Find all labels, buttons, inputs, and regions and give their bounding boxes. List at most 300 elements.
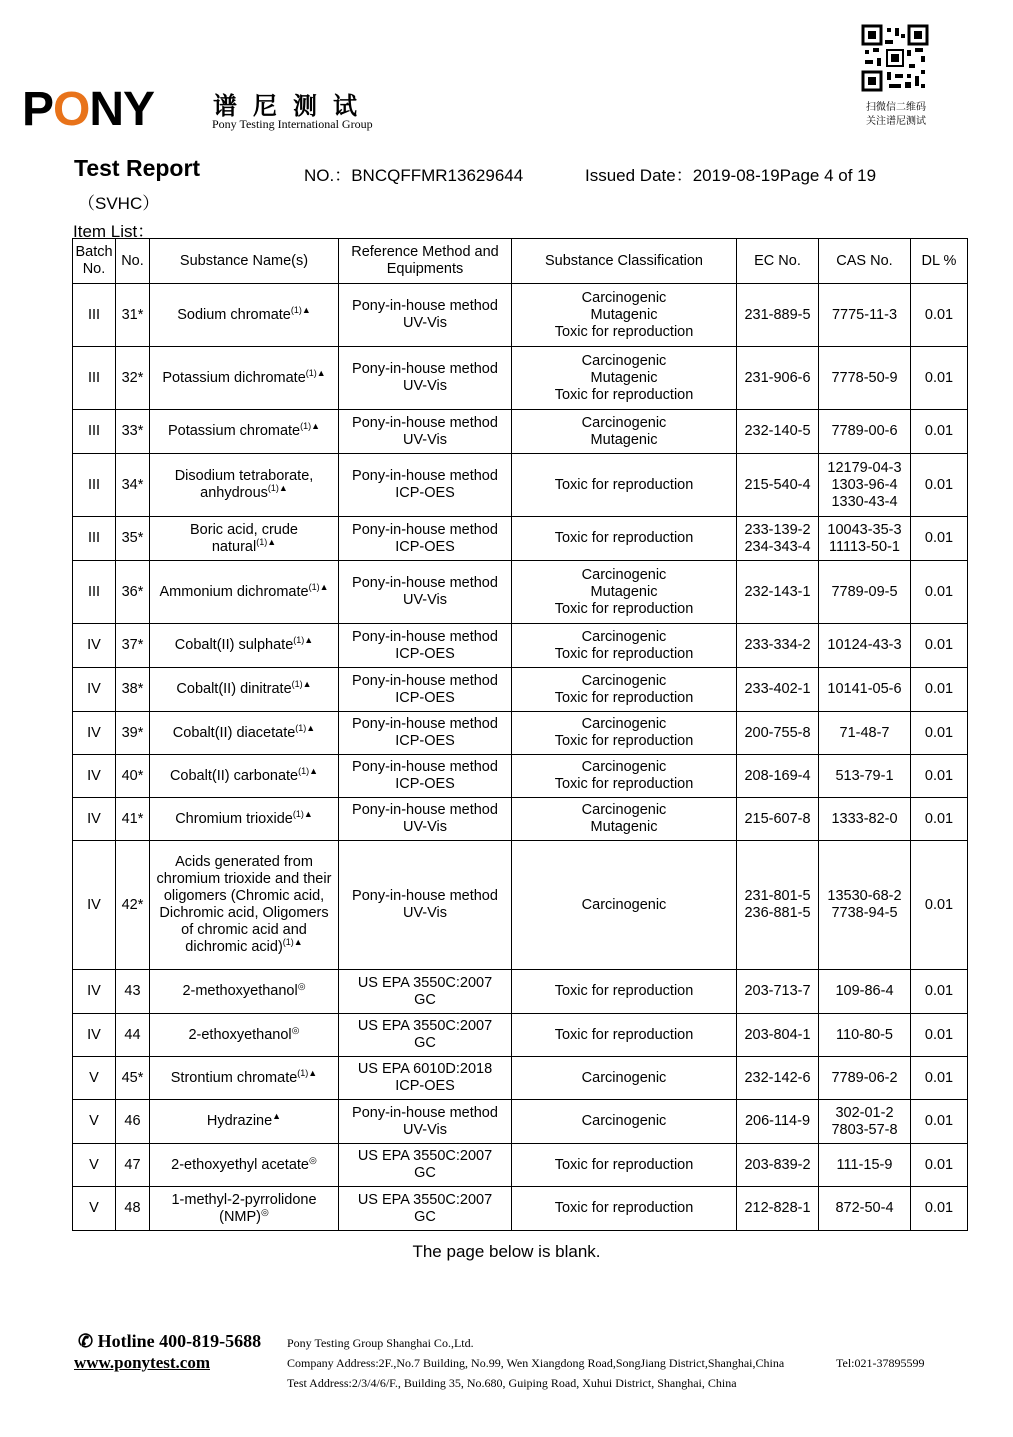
footnote-mark: (1)▲ xyxy=(297,1067,318,1078)
substance-cell-line: of chromic acid and xyxy=(181,922,307,938)
method-cell-line: Pony-in-house method xyxy=(352,802,498,818)
method-cell-line: GC xyxy=(414,1208,436,1225)
method-cell-line: US EPA 3550C:2007 xyxy=(357,1148,493,1164)
ec-cell-line: 231-889-5 xyxy=(744,306,811,323)
no-cell-value: 37* xyxy=(121,637,144,653)
method-cell-line: GC xyxy=(414,991,436,1008)
dl-cell-value: 0.01 xyxy=(924,681,954,697)
method-cell-line: Pony-in-house method xyxy=(352,414,498,431)
substance-cell-line: Acids generated from xyxy=(175,854,313,870)
classification-cell-line: Carcinogenic xyxy=(581,1113,667,1129)
cas-cell-line: 13530-68-2 xyxy=(827,888,902,904)
footnote-mark: (1)▲ xyxy=(256,536,277,547)
pony-logo: PONY xyxy=(22,83,155,136)
substance-cell-line: Chromium trioxide xyxy=(175,810,293,827)
substance-cell xyxy=(150,798,339,841)
no-cell-value: 45* xyxy=(121,1069,144,1086)
method-cell-line: ICP-OES xyxy=(395,689,455,706)
method-cell-line: UV-Vis xyxy=(402,905,448,921)
classification-cell-line: Mutagenic xyxy=(590,369,658,386)
substance-cell-line: Cobalt(II) carbonate xyxy=(169,767,299,784)
method-cell xyxy=(339,410,512,454)
substance-cell xyxy=(150,517,339,561)
cas-cell-line: 7778-50-9 xyxy=(831,369,898,386)
classification-cell xyxy=(512,624,737,668)
method-cell xyxy=(339,841,512,970)
qr-code-icon xyxy=(861,24,929,92)
substance-cell-line: 2-ethoxyethanol xyxy=(188,1026,292,1043)
method-cell xyxy=(339,454,512,517)
no-cell-value: 35* xyxy=(121,530,144,546)
classification-cell-line: Carcinogenic xyxy=(581,289,667,306)
classification-cell xyxy=(512,668,737,712)
batch-cell xyxy=(73,841,116,970)
ec-cell-line: 233-139-2 xyxy=(744,521,811,538)
blank-page-note: The page below is blank. xyxy=(412,1242,601,1261)
header-dl: DL % xyxy=(911,239,968,284)
substance-cell-line: Cobalt(II) diacetate xyxy=(172,724,296,741)
method-cell xyxy=(339,798,512,841)
batch-cell xyxy=(73,410,116,454)
substance-cell xyxy=(150,454,339,517)
batch-cell-value: III xyxy=(87,369,101,386)
no-cell-value: 46 xyxy=(124,1113,141,1129)
classification-cell-line: Toxic for reproduction xyxy=(554,1156,694,1173)
batch-cell xyxy=(73,712,116,755)
batch-cell-value: V xyxy=(89,1200,99,1216)
dl-cell-value: 0.01 xyxy=(924,476,954,493)
ec-cell xyxy=(737,841,819,970)
substance-cell-line: Disodium tetraborate, xyxy=(174,468,314,484)
footnote-mark: ◎ xyxy=(291,1024,300,1035)
footnote-mark: (1)▲ xyxy=(292,808,313,819)
footnote-mark: ◎ xyxy=(261,1206,269,1217)
substance-cell-line: Potassium chromate xyxy=(167,423,301,439)
issued-date-page: Issued Date：2019-08-19Page 4 of 19 xyxy=(585,166,877,185)
batch-cell xyxy=(73,798,116,841)
footnote-mark: (1)▲ xyxy=(298,765,319,776)
ec-cell xyxy=(737,1100,819,1144)
substance-cell xyxy=(150,1014,339,1057)
substance-cell xyxy=(150,841,339,970)
classification-cell xyxy=(512,1100,737,1144)
substance-cell xyxy=(150,410,339,454)
method-cell-line: UV-Vis xyxy=(402,592,448,608)
cas-cell xyxy=(819,517,911,561)
ec-cell-line: 233-402-1 xyxy=(744,681,811,697)
method-cell-line: US EPA 3550C:2007 xyxy=(357,1191,493,1208)
cas-cell xyxy=(819,668,911,712)
classification-cell xyxy=(512,1144,737,1187)
method-cell-line: US EPA 3550C:2007 xyxy=(357,1018,493,1034)
dl-cell xyxy=(911,970,968,1014)
method-cell-line: Pony-in-house method xyxy=(352,716,498,732)
cas-cell xyxy=(819,970,911,1014)
substance-cell-line: (NMP) xyxy=(219,1208,262,1225)
classification-cell xyxy=(512,347,737,410)
method-cell xyxy=(339,755,512,798)
classification-cell-line: Mutagenic xyxy=(590,431,658,448)
test-address: Test Address:2/3/4/6/F., Building 35, No.680, Guiping Road, Xuhui District, Shanghai, China xyxy=(287,1376,737,1390)
cas-cell xyxy=(819,410,911,454)
dl-cell xyxy=(911,561,968,624)
footnote-mark: (1)▲ xyxy=(282,937,303,948)
ec-cell xyxy=(737,1144,819,1187)
no-cell-value: 31* xyxy=(121,306,144,323)
ec-cell-line: 233-334-2 xyxy=(744,637,811,653)
cas-cell xyxy=(819,755,911,798)
table-row xyxy=(73,668,968,712)
cas-cell-line: 7789-00-6 xyxy=(831,423,898,439)
company-name: Pony Testing Group Shanghai Co.,Ltd. xyxy=(287,1336,474,1350)
ec-cell-line: 231-906-6 xyxy=(744,369,811,386)
cas-cell xyxy=(819,712,911,755)
cas-cell xyxy=(819,1187,911,1231)
batch-cell-value: V xyxy=(89,1113,99,1129)
method-cell xyxy=(339,517,512,561)
method-cell-line: US EPA 6010D:2018 xyxy=(357,1061,493,1077)
substance-cell xyxy=(150,561,339,624)
dl-cell-value: 0.01 xyxy=(924,530,954,546)
method-cell-line: UV-Vis xyxy=(402,315,448,331)
no-cell xyxy=(116,624,150,668)
ec-cell-line: 232-142-6 xyxy=(744,1069,811,1086)
table-header-row xyxy=(73,239,968,284)
method-cell xyxy=(339,284,512,347)
ec-cell-line: 232-140-5 xyxy=(744,423,811,439)
cas-cell-line: 1330-43-4 xyxy=(831,493,898,510)
substance-cell xyxy=(150,668,339,712)
ec-cell-line: 212-828-1 xyxy=(744,1200,811,1216)
substance-cell-line: 2-ethoxyethyl acetate xyxy=(171,1156,309,1173)
table-body xyxy=(73,284,968,1231)
no-cell xyxy=(116,841,150,970)
classification-cell xyxy=(512,454,737,517)
dl-cell-value: 0.01 xyxy=(924,1113,954,1129)
batch-cell xyxy=(73,454,116,517)
dl-cell-value: 0.01 xyxy=(924,637,954,653)
item-table xyxy=(72,238,968,1231)
batch-cell-value: III xyxy=(87,530,101,546)
ec-cell-line: 236-881-5 xyxy=(744,905,811,921)
ec-cell-line: 232-143-1 xyxy=(744,583,811,600)
ec-cell xyxy=(737,970,819,1014)
ec-cell xyxy=(737,1057,819,1100)
classification-cell-line: Carcinogenic xyxy=(581,628,667,645)
header-batch: Batch No. xyxy=(73,239,116,284)
table-row xyxy=(73,624,968,668)
dl-cell xyxy=(911,668,968,712)
footnote-mark: (1)▲ xyxy=(308,581,329,592)
footnote-mark: (1)▲ xyxy=(305,367,326,378)
classification-cell xyxy=(512,841,737,970)
method-cell-line: ICP-OES xyxy=(395,645,455,662)
ec-cell xyxy=(737,1187,819,1231)
cas-cell xyxy=(819,1100,911,1144)
method-cell-line: UV-Vis xyxy=(402,1121,448,1138)
method-cell-line: Pony-in-house method xyxy=(352,672,498,689)
substance-cell-line: 2-methoxyethanol xyxy=(182,983,298,999)
batch-cell xyxy=(73,1057,116,1100)
dl-cell-value: 0.01 xyxy=(924,583,954,600)
no-cell xyxy=(116,284,150,347)
method-cell-line: ICP-OES xyxy=(395,733,455,749)
no-cell xyxy=(116,454,150,517)
dl-cell xyxy=(911,454,968,517)
footnote-mark: (1)▲ xyxy=(295,722,316,733)
ec-cell-line: 208-169-4 xyxy=(744,767,811,784)
ec-cell xyxy=(737,347,819,410)
classification-cell-line: Toxic for reproduction xyxy=(554,476,694,493)
website-link[interactable]: www.ponytest.com xyxy=(74,1353,210,1372)
batch-cell xyxy=(73,284,116,347)
dl-cell-value: 0.01 xyxy=(924,1069,954,1086)
batch-cell-value: IV xyxy=(87,724,101,741)
method-cell-line: GC xyxy=(414,1165,436,1181)
no-cell xyxy=(116,1187,150,1231)
method-cell-line: UV-Vis xyxy=(402,431,448,448)
substance-cell xyxy=(150,624,339,668)
classification-cell xyxy=(512,561,737,624)
batch-cell-value: III xyxy=(87,423,101,439)
substance-cell-line: Ammonium dichromate xyxy=(159,583,309,600)
cas-cell xyxy=(819,454,911,517)
substance-cell xyxy=(150,1100,339,1144)
substance-cell-line: Boric acid, crude xyxy=(190,521,298,538)
substance-cell xyxy=(150,1144,339,1187)
substance-cell-line: natural xyxy=(211,538,257,555)
dl-cell-value: 0.01 xyxy=(924,1200,954,1216)
ec-cell xyxy=(737,284,819,347)
ec-cell xyxy=(737,624,819,668)
classification-cell-line: Toxic for reproduction xyxy=(554,1200,694,1216)
header-no: No. xyxy=(116,239,150,284)
method-cell-line: UV-Vis xyxy=(402,378,448,394)
ec-cell-line: 215-540-4 xyxy=(744,476,811,493)
batch-cell-value: IV xyxy=(87,681,101,697)
classification-cell-line: Toxic for reproduction xyxy=(554,386,694,403)
substance-cell-line: anhydrous xyxy=(200,485,268,501)
table-row xyxy=(73,1144,968,1187)
cas-cell xyxy=(819,561,911,624)
method-cell xyxy=(339,668,512,712)
table-row xyxy=(73,517,968,561)
batch-cell xyxy=(73,561,116,624)
batch-cell-value: V xyxy=(89,1156,99,1173)
substance-cell-line: dichromic acid) xyxy=(185,939,283,955)
no-cell xyxy=(116,347,150,410)
dl-cell xyxy=(911,517,968,561)
substance-cell-line: chromium trioxide and their xyxy=(156,871,332,887)
table-row xyxy=(73,712,968,755)
batch-cell-value: IV xyxy=(87,767,101,784)
dl-cell xyxy=(911,1057,968,1100)
cas-cell-line: 1303-96-4 xyxy=(831,476,898,493)
table-row xyxy=(73,1057,968,1100)
qr-caption-line-1: 扫微信二维码 xyxy=(866,102,926,113)
classification-cell xyxy=(512,755,737,798)
classification-cell-line: Toxic for reproduction xyxy=(554,733,694,749)
hotline: ✆ Hotline 400-819-5688 xyxy=(78,1331,262,1351)
no-cell xyxy=(116,1100,150,1144)
cas-cell xyxy=(819,284,911,347)
method-cell xyxy=(339,1014,512,1057)
cas-cell-line: 7803-57-8 xyxy=(831,1121,898,1138)
company-chinese-name: 谱尼测试 xyxy=(213,92,373,120)
cas-cell xyxy=(819,1144,911,1187)
header-method: Reference Method and Equipments xyxy=(339,239,512,284)
table-row xyxy=(73,841,968,970)
classification-cell xyxy=(512,1057,737,1100)
method-cell-line: Pony-in-house method xyxy=(352,575,498,591)
footnote-mark: ◎ xyxy=(308,1154,317,1165)
dl-cell-value: 0.01 xyxy=(924,810,954,827)
cas-cell-line: 109-86-4 xyxy=(835,983,894,999)
ec-cell-line: 206-114-9 xyxy=(744,1113,811,1129)
cas-cell xyxy=(819,347,911,410)
no-cell-value: 38* xyxy=(121,681,144,697)
method-cell-line: ICP-OES xyxy=(395,485,455,501)
dl-cell-value: 0.01 xyxy=(924,896,954,913)
cas-cell xyxy=(819,841,911,970)
method-cell-line: Pony-in-house method xyxy=(352,628,498,645)
method-cell-line: UV-Vis xyxy=(402,819,448,835)
ec-cell xyxy=(737,668,819,712)
classification-cell xyxy=(512,517,737,561)
method-cell xyxy=(339,1057,512,1100)
cas-cell-line: 7789-06-2 xyxy=(831,1069,898,1086)
no-cell-value: 47 xyxy=(124,1156,141,1173)
classification-cell xyxy=(512,284,737,347)
dl-cell xyxy=(911,798,968,841)
company-group-name: Pony Testing International Group xyxy=(212,117,373,131)
table-row xyxy=(73,755,968,798)
ec-cell-line: 215-607-8 xyxy=(744,810,811,827)
batch-cell xyxy=(73,1187,116,1231)
cas-cell-line: 10141-05-6 xyxy=(827,681,902,697)
batch-cell xyxy=(73,970,116,1014)
no-cell-value: 39* xyxy=(121,724,144,741)
no-cell-value: 36* xyxy=(121,583,144,600)
table-row xyxy=(73,1187,968,1231)
header-cas: CAS No. xyxy=(819,239,911,284)
ec-cell-line: 203-713-7 xyxy=(744,983,811,999)
no-cell xyxy=(116,1014,150,1057)
dl-cell xyxy=(911,284,968,347)
batch-cell-value: IV xyxy=(87,1026,101,1043)
method-cell-line: Pony-in-house method xyxy=(352,521,498,538)
batch-cell-value: IV xyxy=(87,810,101,827)
no-cell-value: 44 xyxy=(124,1026,141,1043)
method-cell-line: Pony-in-house method xyxy=(352,888,498,904)
ec-cell xyxy=(737,561,819,624)
dl-cell xyxy=(911,841,968,970)
classification-cell xyxy=(512,1014,737,1057)
cas-cell-line: 7738-94-5 xyxy=(831,905,898,921)
classification-cell-line: Toxic for reproduction xyxy=(554,776,694,792)
header-substance: Substance Name(s) xyxy=(150,239,339,284)
dl-cell-value: 0.01 xyxy=(924,767,954,784)
classification-cell-line: Mutagenic xyxy=(590,583,658,600)
batch-cell-value: IV xyxy=(87,983,101,999)
method-cell xyxy=(339,1100,512,1144)
no-cell xyxy=(116,798,150,841)
dl-cell xyxy=(911,1100,968,1144)
cas-cell-line: 11113-50-1 xyxy=(829,538,900,555)
no-cell xyxy=(116,517,150,561)
method-cell xyxy=(339,561,512,624)
method-cell xyxy=(339,624,512,668)
method-cell xyxy=(339,712,512,755)
substance-cell-line: Sodium chromate xyxy=(177,306,291,323)
no-cell-value: 34* xyxy=(121,476,144,493)
substance-cell-line: oligomers (Chromic acid, xyxy=(163,888,325,904)
substance-cell-line: Cobalt(II) sulphate xyxy=(174,637,294,653)
batch-cell xyxy=(73,624,116,668)
substance-cell xyxy=(150,755,339,798)
cas-cell-line: 7789-09-5 xyxy=(831,583,898,600)
cas-cell xyxy=(819,798,911,841)
no-cell xyxy=(116,970,150,1014)
method-cell-line: Pony-in-house method xyxy=(352,298,498,314)
cas-cell-line: 302-01-2 xyxy=(835,1104,894,1121)
no-cell xyxy=(116,1057,150,1100)
method-cell-line: ICP-OES xyxy=(395,538,455,555)
report-title: Test Report xyxy=(74,155,201,181)
dl-cell xyxy=(911,755,968,798)
ec-cell-line: 200-755-8 xyxy=(744,724,811,741)
cas-cell xyxy=(819,1057,911,1100)
substance-cell xyxy=(150,1187,339,1231)
substance-cell xyxy=(150,1057,339,1100)
cas-cell xyxy=(819,1014,911,1057)
qr-caption-line-2: 关注谱尼测试 xyxy=(866,116,926,127)
table-row xyxy=(73,1100,968,1144)
batch-cell-value: III xyxy=(87,306,101,323)
dl-cell xyxy=(911,1144,968,1187)
ec-cell xyxy=(737,1014,819,1057)
table-row xyxy=(73,798,968,841)
method-cell xyxy=(339,1144,512,1187)
batch-cell-value: IV xyxy=(87,896,101,913)
substance-cell-line: Dichromic acid, Oligomers xyxy=(159,905,329,921)
method-cell-line: Pony-in-house method xyxy=(352,361,498,377)
dl-cell-value: 0.01 xyxy=(924,369,954,386)
method-cell-line: Pony-in-house method xyxy=(352,759,498,775)
ec-cell xyxy=(737,410,819,454)
cas-cell-line: 110-80-5 xyxy=(836,1026,893,1043)
dl-cell xyxy=(911,624,968,668)
no-cell-value: 42* xyxy=(121,896,144,913)
batch-cell xyxy=(73,668,116,712)
no-cell xyxy=(116,561,150,624)
batch-cell xyxy=(73,755,116,798)
classification-cell xyxy=(512,712,737,755)
dl-cell-value: 0.01 xyxy=(924,306,954,323)
no-cell xyxy=(116,668,150,712)
footnote-mark: ◎ xyxy=(297,981,306,992)
no-cell-value: 48 xyxy=(124,1200,141,1216)
dl-cell xyxy=(911,1187,968,1231)
ec-cell xyxy=(737,517,819,561)
batch-cell-value: III xyxy=(87,583,101,600)
classification-cell-line: Mutagenic xyxy=(590,306,658,323)
no-cell-value: 40* xyxy=(121,767,144,784)
no-cell-value: 33* xyxy=(121,423,144,439)
cas-cell-line: 7775-11-3 xyxy=(831,306,898,323)
classification-cell-line: Carcinogenic xyxy=(581,802,667,818)
dl-cell-value: 0.01 xyxy=(924,983,954,999)
